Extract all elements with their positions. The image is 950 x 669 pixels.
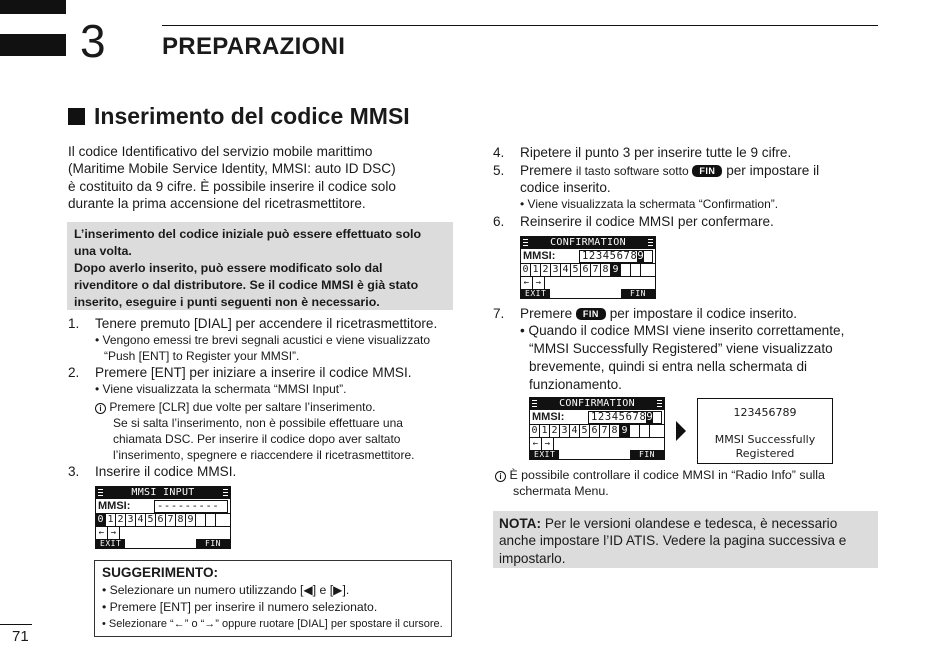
digit-cell: 5 — [580, 425, 590, 437]
step-number: 5. — [493, 163, 505, 178]
warning-line: rivenditore o dal distributore. Se il codice MMSI è già stato — [74, 278, 419, 292]
step-text-part: il tasto software sotto — [575, 164, 689, 178]
step-7-bullet-cont: brevemente, quindi si entra nella schermata di — [529, 359, 808, 374]
warning-line: una volta. — [74, 244, 132, 258]
nota-text: Per le versioni olandese e tedesca, è necessario — [544, 516, 838, 531]
digit-cell: 3 — [126, 514, 136, 526]
nota-line: anche impostare l’ID ATIS. Vedere la pagina successiva e — [499, 533, 847, 549]
screen-title-bar — [96, 487, 230, 499]
right-arrow-icon: → — [533, 277, 545, 289]
fin-soft-key: FIN — [196, 539, 230, 548]
digit-cell — [621, 264, 631, 276]
digit-cell — [631, 264, 641, 276]
digit-cell: 1 — [531, 264, 541, 276]
step-text — [520, 305, 797, 322]
fin-soft-key: FIN — [630, 450, 664, 459]
mmsi-label: MMSI: — [532, 411, 565, 423]
step-text — [520, 162, 819, 180]
confirmation-screen — [520, 236, 656, 299]
mmsi-label: MMSI: — [523, 250, 556, 262]
mmsi-value-text: 12345678 — [582, 250, 638, 262]
nota-line: impostarlo. — [499, 550, 566, 566]
menu-icon — [657, 400, 662, 408]
digit-cell: 0 — [530, 425, 540, 437]
mmsi-cursor: 9 — [646, 411, 654, 423]
left-arrow-icon: ← — [96, 527, 108, 539]
mmsi-value-text: 12345678 — [591, 411, 647, 423]
digit-cell: 1 — [106, 514, 116, 526]
success-code: 123456789 — [733, 406, 797, 419]
chapter-number: 3 — [80, 15, 106, 67]
exit-soft-key: EXIT — [96, 539, 125, 548]
digit-cell: 1 — [540, 425, 550, 437]
warning-line: Dopo averlo inserito, può essere modificato solo dal — [74, 261, 383, 275]
intro-line: durante la prima accensione del ricetrasmettitore. — [68, 196, 366, 212]
screen-title: CONFIRMATION — [550, 237, 626, 248]
step-number: 4. — [493, 145, 505, 160]
mmsi-value — [579, 250, 653, 263]
menu-icon — [532, 400, 537, 408]
digit-cell: 7 — [166, 514, 176, 526]
digit-cell: 9 — [186, 514, 196, 526]
chapter-title: PREPARAZIONI — [162, 33, 346, 60]
intro-paragraph — [68, 143, 458, 213]
fin-key-icon: FIN — [692, 165, 722, 177]
section-title-text: Inserimento del codice MMSI — [94, 103, 410, 129]
digit-selector — [530, 425, 664, 438]
digit-cell: 5 — [571, 264, 581, 276]
step-number: 3. — [68, 464, 80, 479]
exit-soft-key: EXIT — [521, 289, 550, 298]
mmsi-label: MMSI: — [98, 500, 131, 512]
soft-keys — [96, 538, 230, 548]
screen-title: MMSI INPUT — [131, 487, 195, 498]
digit-cell: 8 — [610, 425, 620, 437]
success-line: MMSI Successfully — [714, 433, 816, 446]
info-text: È possibile controllare il codice MMSI in “Radio Info” sulla — [509, 468, 825, 482]
left-arrow-icon: ← — [530, 438, 542, 450]
section-title — [68, 103, 410, 130]
screen-title: CONFIRMATION — [559, 398, 635, 409]
digit-cell: 8 — [176, 514, 186, 526]
soft-keys — [521, 288, 655, 298]
step-2-bullet: • Viene visualizzata la schermata “MMSI Input”. — [95, 382, 347, 396]
menu-icon — [223, 489, 228, 497]
info-text: Premere [CLR] due volte per saltare l’inserimento. — [109, 400, 376, 414]
digit-cell: 6 — [581, 264, 591, 276]
digit-cell — [206, 514, 216, 526]
digit-cell — [196, 514, 206, 526]
step-text: Ripetere il punto 3 per inserire tutte le 9 cifre. — [520, 145, 792, 160]
soft-keys — [530, 449, 664, 459]
nota-box — [493, 511, 878, 568]
page-number-rule — [0, 624, 32, 625]
step-5-cont: codice inserito. — [520, 180, 611, 195]
screen-title-bar — [521, 237, 655, 249]
digit-cell: 0 — [96, 514, 106, 526]
mmsi-row — [96, 499, 230, 514]
digit-cell: 4 — [570, 425, 580, 437]
step-text: Tenere premuto [DIAL] per accendere il ricetrasmettitore. — [95, 316, 438, 331]
intro-line: è costituito da 9 cifre. È possibile inserire il codice solo — [68, 178, 396, 194]
fin-key-icon: FIN — [576, 308, 606, 320]
intro-line: Il codice Identificativo del servizio mobile marittimo — [68, 144, 373, 159]
intro-line: (Maritime Mobile Service Identity, MMSI: auto ID DSC) — [68, 161, 396, 177]
digit-selector — [521, 264, 655, 277]
menu-icon — [98, 489, 103, 497]
nota-line — [499, 515, 872, 532]
digit-cell — [630, 425, 640, 437]
digit-cell: 2 — [116, 514, 126, 526]
screen-title-bar — [530, 398, 664, 410]
info-icon: i — [495, 471, 506, 482]
step-text: Inserire il codice MMSI. — [95, 464, 237, 479]
step-number: 7. — [493, 306, 505, 321]
tip-box — [94, 560, 452, 637]
mmsi-row — [521, 249, 655, 264]
arrow-right-icon — [676, 421, 686, 441]
info-note-cont: schermata Menu. — [513, 484, 609, 498]
step-text-part: per impostare il codice inserito. — [609, 306, 798, 321]
step-text: Reinserire il codice MMSI per confermare. — [520, 214, 774, 229]
digit-cell: 6 — [156, 514, 166, 526]
mmsi-value-text: --------- — [157, 500, 220, 512]
step-7-bullet-cont: “MMSI Successfully Registered” viene visualizzato — [529, 341, 833, 356]
right-arrow-icon: → — [542, 438, 554, 450]
info-note — [495, 467, 825, 484]
digit-cell: 9 — [620, 425, 630, 437]
step-7-bullet-cont: funzionamento. — [529, 377, 622, 392]
tip-line: • Selezionare “←” o “→” oppure ruotare [DIAL] per spostare il cursore. — [102, 618, 443, 630]
step-3 — [68, 463, 458, 483]
step-6 — [493, 213, 893, 233]
mmsi-input-screen — [95, 486, 231, 549]
step-number: 2. — [68, 365, 80, 380]
success-line: Registered — [735, 447, 795, 460]
nota-label: NOTA: — [499, 516, 542, 531]
right-arrow-icon: → — [108, 527, 120, 539]
step-2-info-cont: l’inserimento, spegnere e riaccendere il ricetrasmettitore. — [113, 448, 415, 462]
step-number: 1. — [68, 316, 80, 331]
menu-icon — [523, 239, 528, 247]
warning-line: L’inserimento del codice iniziale può essere effettuato solo — [74, 227, 422, 241]
mmsi-row — [530, 410, 664, 425]
menu-icon — [648, 239, 653, 247]
digit-cell: 5 — [146, 514, 156, 526]
digit-cell: 2 — [541, 264, 551, 276]
digit-cell: 3 — [551, 264, 561, 276]
digit-cell: 6 — [590, 425, 600, 437]
step-number: 6. — [493, 214, 505, 229]
page-number: 71 — [12, 628, 29, 645]
step-text-part: Premere — [520, 163, 573, 178]
step-4 — [493, 144, 893, 164]
warning-line: inserito, eseguire i punti seguenti non è necessario. — [74, 295, 380, 309]
mmsi-value — [588, 411, 662, 424]
step-2-info-cont: chiamata DSC. Per inserire il codice dopo aver saltato — [113, 432, 401, 446]
digit-cell: 7 — [600, 425, 610, 437]
digit-cell: 7 — [591, 264, 601, 276]
digit-cell: 4 — [561, 264, 571, 276]
digit-cell: 0 — [521, 264, 531, 276]
digit-cell: 3 — [560, 425, 570, 437]
step-text: Premere [ENT] per iniziare a inserire il codice MMSI. — [95, 365, 412, 380]
left-arrow-icon: ← — [521, 277, 533, 289]
step-7-bullet: • Quando il codice MMSI viene inserito correttamente, — [520, 323, 845, 338]
success-screen — [697, 398, 833, 464]
warning-box — [67, 222, 453, 310]
digit-selector — [96, 514, 230, 527]
chapter-tab-bar — [0, 34, 66, 56]
step-text-part: per impostare il — [726, 163, 820, 178]
tip-line: • Selezionare un numero utilizzando [◀] e [▶]. — [102, 583, 350, 597]
confirmation-screen — [529, 397, 665, 460]
digit-cell: 2 — [550, 425, 560, 437]
step-2-info-cont: Se si salta l’inserimento, non è possibile effettuare una — [113, 416, 403, 430]
section-square-icon — [68, 108, 85, 125]
tip-line: • Premere [ENT] per inserire il numero selezionato. — [102, 600, 378, 614]
step-2-info — [95, 399, 375, 416]
fin-soft-key: FIN — [621, 289, 655, 298]
exit-soft-key: EXIT — [530, 450, 559, 459]
step-1-bullet: • Vengono emessi tre brevi segnali acustici e viene visualizzato — [95, 333, 431, 347]
step-5-bullet: • Viene visualizzata la schermata “Confirmation”. — [520, 197, 779, 211]
digit-cell: 9 — [611, 264, 621, 276]
digit-cell — [640, 425, 650, 437]
tip-title: SUGGERIMENTO: — [102, 565, 219, 580]
header-rule — [162, 25, 878, 26]
digit-cell: 4 — [136, 514, 146, 526]
chapter-tab-bar — [0, 0, 66, 14]
info-icon: i — [95, 403, 106, 414]
step-1-bullet-cont: “Push [ENT] to Register your MMSI”. — [104, 349, 300, 363]
mmsi-value — [154, 500, 228, 513]
digit-cell: 8 — [601, 264, 611, 276]
mmsi-cursor: 9 — [637, 250, 645, 262]
step-text-part: Premere — [520, 306, 573, 321]
